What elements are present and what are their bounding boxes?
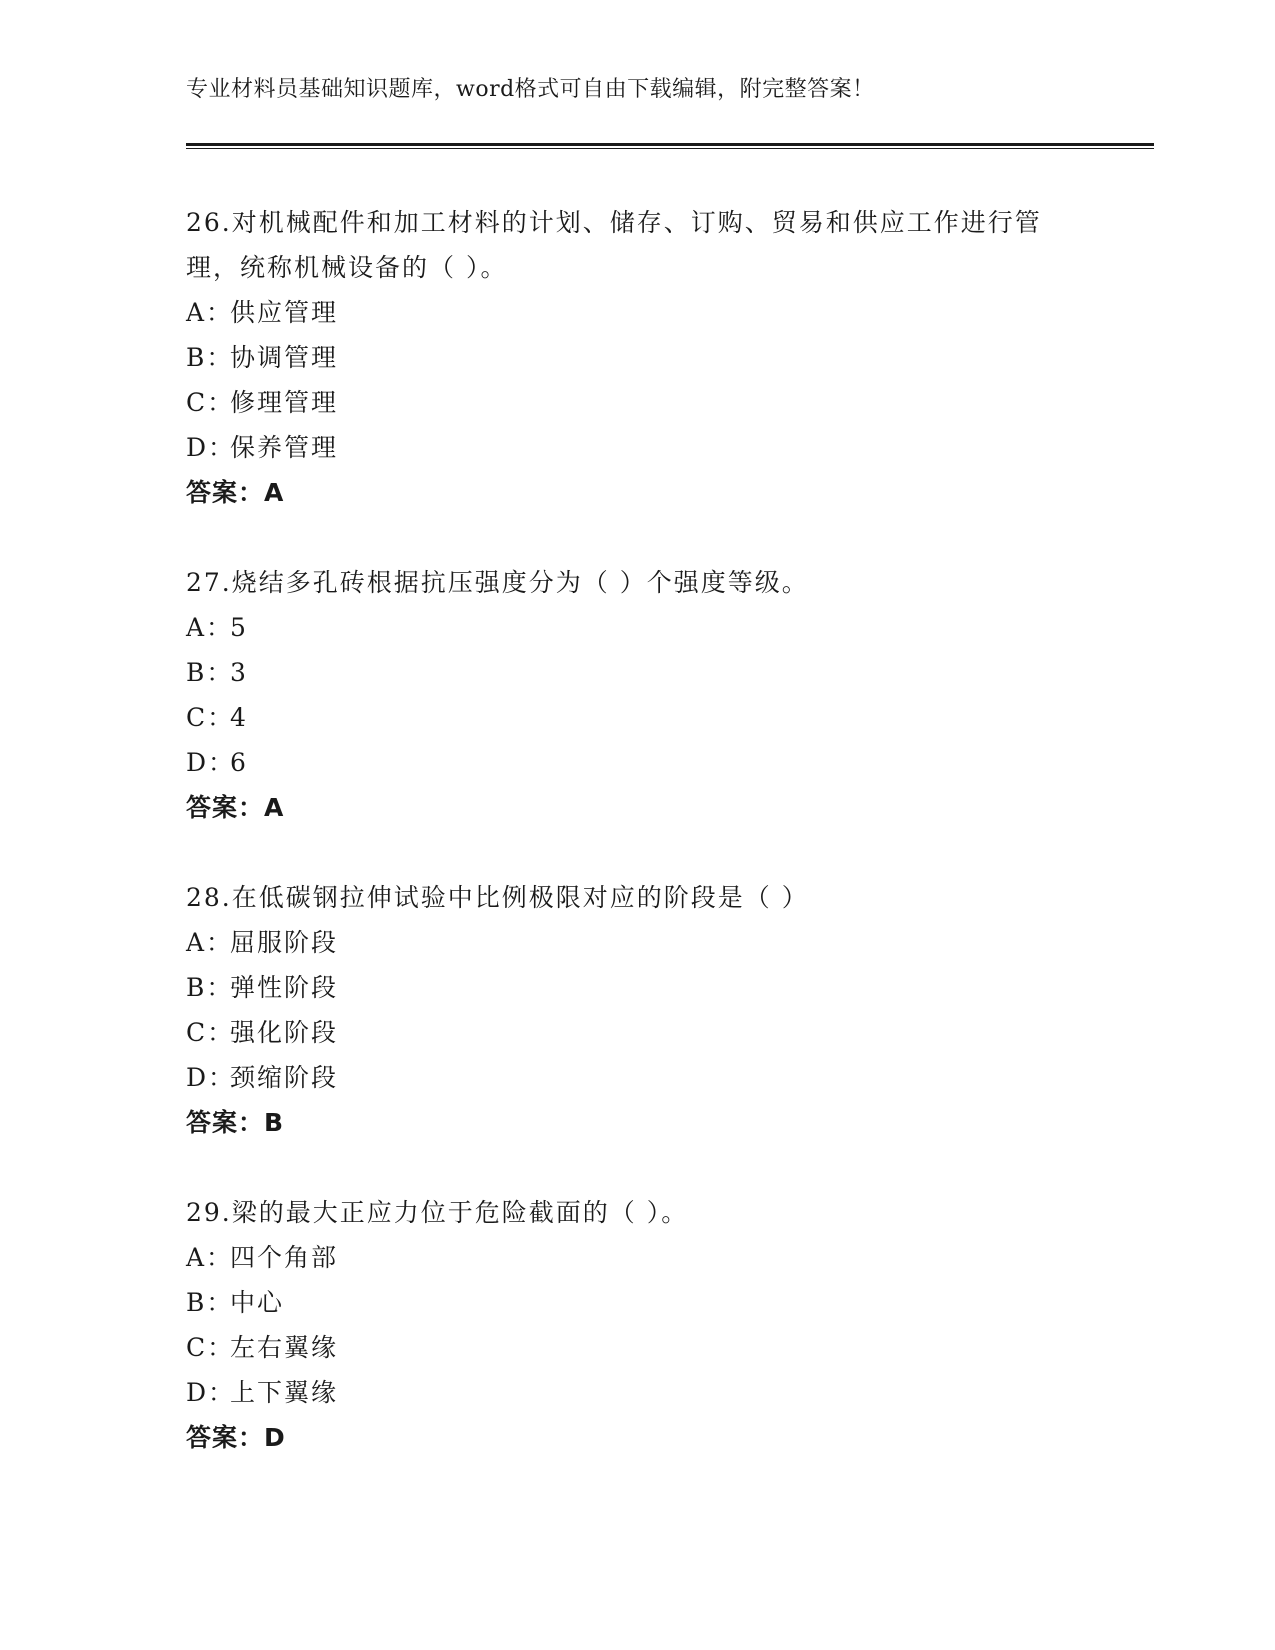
option-c bbox=[186, 380, 1086, 425]
option-key: C： bbox=[186, 388, 235, 417]
option-key: C： bbox=[186, 1018, 235, 1047]
option-text: 4 bbox=[230, 703, 248, 732]
option-key: A： bbox=[186, 1243, 234, 1272]
option-key: D： bbox=[186, 748, 236, 777]
option-text: 5 bbox=[230, 613, 248, 642]
option-text: 中心 bbox=[230, 1288, 285, 1317]
option-d bbox=[186, 740, 1086, 785]
option-a bbox=[186, 1235, 1086, 1280]
option-b bbox=[186, 1280, 1086, 1325]
option-key: B： bbox=[186, 343, 234, 372]
option-key: A： bbox=[186, 928, 234, 957]
option-text: 修理管理 bbox=[230, 388, 339, 417]
option-key: A： bbox=[186, 613, 234, 642]
header-divider bbox=[186, 143, 1154, 149]
option-text: 保养管理 bbox=[230, 433, 339, 462]
option-c bbox=[186, 1010, 1086, 1055]
option-d bbox=[186, 1055, 1086, 1100]
question-item bbox=[186, 200, 1086, 515]
question-list bbox=[186, 200, 1086, 1505]
option-text: 3 bbox=[230, 658, 248, 687]
option-key: C： bbox=[186, 703, 235, 732]
option-text: 强化阶段 bbox=[230, 1018, 339, 1047]
option-text: 6 bbox=[230, 748, 248, 777]
answer-line: 答案：B bbox=[186, 1108, 285, 1137]
option-key: B： bbox=[186, 973, 234, 1002]
option-key: B： bbox=[186, 658, 234, 687]
option-text: 供应管理 bbox=[230, 298, 339, 327]
option-b bbox=[186, 965, 1086, 1010]
option-d bbox=[186, 1370, 1086, 1415]
option-text: 协调管理 bbox=[230, 343, 339, 372]
option-d bbox=[186, 425, 1086, 470]
option-text: 颈缩阶段 bbox=[230, 1063, 339, 1092]
option-key: D： bbox=[186, 1378, 236, 1407]
option-key: C： bbox=[186, 1333, 235, 1362]
question-stem: 27.烧结多孔砖根据抗压强度分为（ ）个强度等级。 bbox=[186, 568, 809, 597]
option-b bbox=[186, 650, 1086, 695]
option-a bbox=[186, 290, 1086, 335]
option-b bbox=[186, 335, 1086, 380]
option-text: 四个角部 bbox=[230, 1243, 339, 1272]
option-a bbox=[186, 605, 1086, 650]
question-stem: 26.对机械配件和加工材料的计划、储存、订购、贸易和供应工作进行管理，统称机械设备的（ ）。 bbox=[186, 208, 1042, 282]
page-header-text: 专业材料员基础知识题库，word格式可自由下载编辑，附完整答案！ bbox=[186, 77, 875, 102]
question-stem: 28.在低碳钢拉伸试验中比例极限对应的阶段是（ ） bbox=[186, 883, 809, 912]
question-item bbox=[186, 1190, 1086, 1460]
option-key: B： bbox=[186, 1288, 234, 1317]
option-key: D： bbox=[186, 1063, 236, 1092]
answer-line: 答案：A bbox=[186, 793, 285, 822]
option-key: A： bbox=[186, 298, 234, 327]
option-text: 屈服阶段 bbox=[230, 928, 339, 957]
option-c bbox=[186, 1325, 1086, 1370]
question-stem: 29.梁的最大正应力位于危险截面的（ ）。 bbox=[186, 1198, 689, 1227]
answer-line: 答案：A bbox=[186, 478, 285, 507]
option-c bbox=[186, 695, 1086, 740]
option-key: D： bbox=[186, 433, 236, 462]
question-item bbox=[186, 560, 1086, 830]
answer-line: 答案：D bbox=[186, 1423, 286, 1452]
option-a bbox=[186, 920, 1086, 965]
option-text: 弹性阶段 bbox=[230, 973, 339, 1002]
option-text: 左右翼缘 bbox=[230, 1333, 339, 1362]
option-text: 上下翼缘 bbox=[230, 1378, 339, 1407]
question-item bbox=[186, 875, 1086, 1145]
